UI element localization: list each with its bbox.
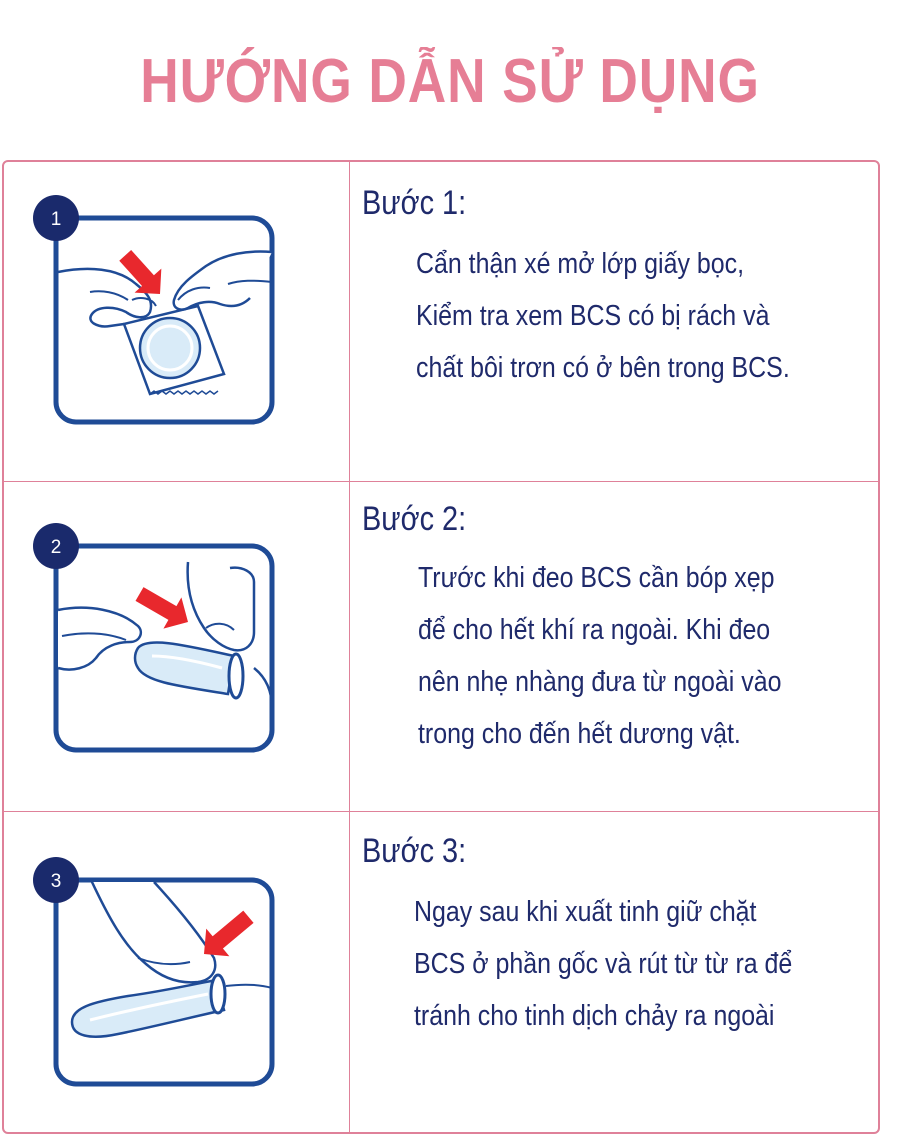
svg-text:2: 2 <box>50 537 62 558</box>
put-on-condom-illustration <box>28 518 278 768</box>
step-1-line: Cẩn thận xé mở lớp giấy bọc, <box>416 248 744 280</box>
page-title: HƯỚNG DẪN SỬ DỤNG <box>140 47 760 116</box>
step-1-row <box>4 162 878 481</box>
step-2-row <box>4 482 878 811</box>
step-2-line: để cho hết khí ra ngoài. Khi đeo <box>418 614 771 646</box>
svg-text:1: 1 <box>50 209 62 230</box>
step-1-heading: Bước 1: <box>362 184 467 222</box>
instructions-table <box>2 160 880 1134</box>
step-3-text <box>414 886 792 1042</box>
step-3-heading: Bước 3: <box>362 832 467 870</box>
step-2-line: nên nhẹ nhàng đưa từ ngoài vào <box>418 666 782 698</box>
step-3-line: tránh cho tinh dịch chảy ra ngoài <box>414 1000 775 1032</box>
tear-wrapper-illustration <box>28 188 278 438</box>
step-2-text <box>418 552 781 760</box>
step-3-line: BCS ở phần gốc và rút từ từ ra để <box>414 948 793 980</box>
step-1-line: chất bôi trơn có ở bên trong BCS. <box>416 352 790 384</box>
svg-text:3: 3 <box>50 871 62 892</box>
step-badge-icon <box>33 857 79 903</box>
step-badge-icon <box>33 523 79 569</box>
step-2-line: trong cho đến hết dương vật. <box>418 718 741 750</box>
step-2-heading: Bước 2: <box>362 500 467 538</box>
step-badge-icon <box>33 195 79 241</box>
step-3-row <box>4 812 878 1134</box>
step-1-text <box>416 238 790 394</box>
step-1-line: Kiểm tra xem BCS có bị rách và <box>416 300 770 332</box>
step-3-line: Ngay sau khi xuất tinh giữ chặt <box>414 896 757 928</box>
remove-condom-illustration <box>28 852 278 1102</box>
step-2-line: Trước khi đeo BCS cần bóp xẹp <box>418 562 775 594</box>
